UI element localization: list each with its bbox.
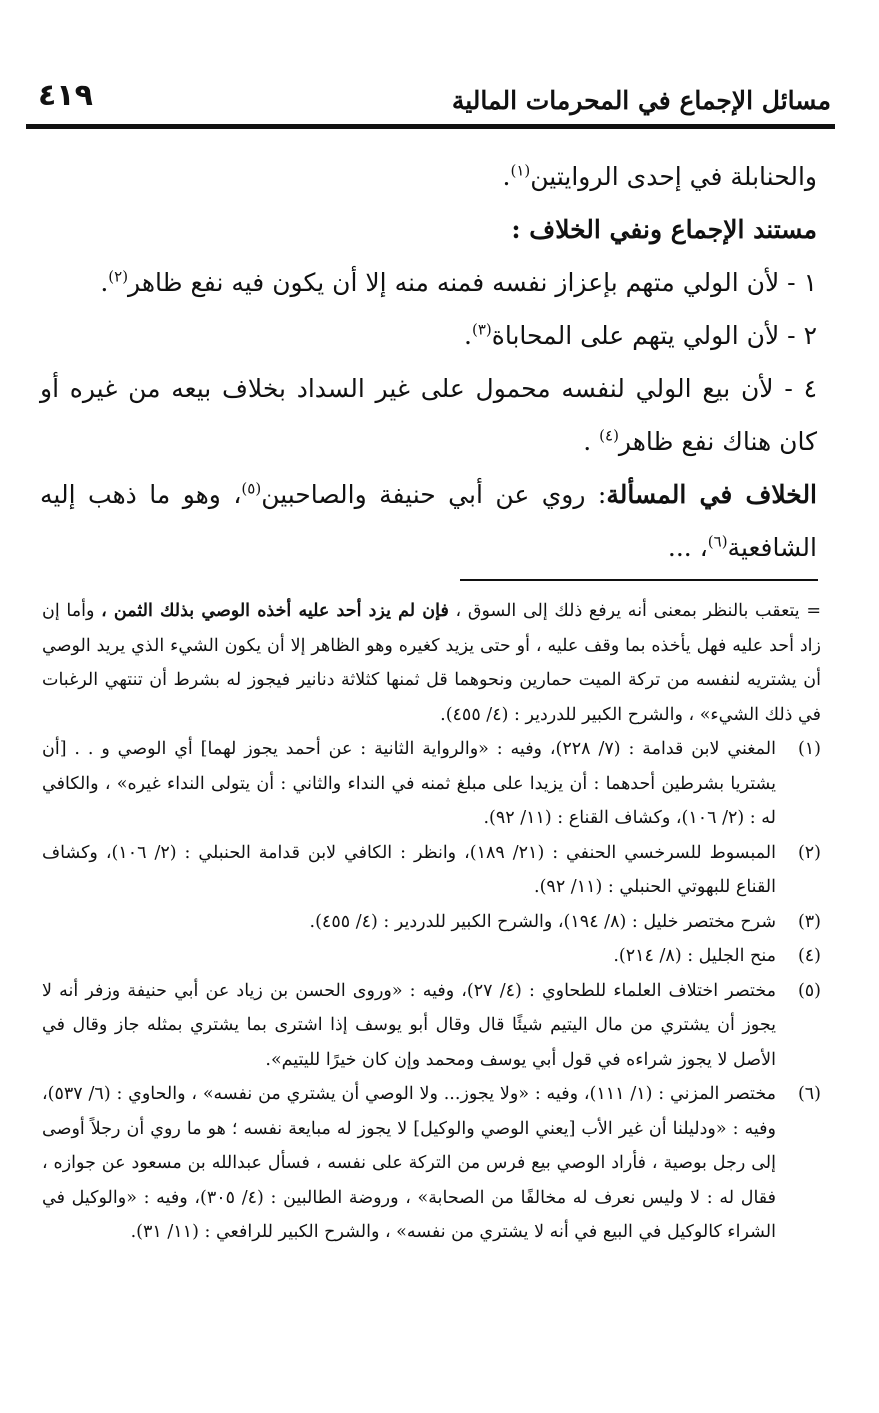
- reason-4-text: ٤ - لأن بيع الولي لنفسه محمول على غير السداد بخلاف بيعه من غيره أو كان هناك نفع ظاهر: [40, 374, 817, 456]
- khilaf-text-2: ، وهو ما ذهب إليه الشافعية: [40, 480, 817, 562]
- footnote-1: [42, 732, 821, 836]
- reason-2-text: ٢ - لأن الولي يتهم على المحاباة: [491, 321, 817, 350]
- reason-4: ٤ - لأن بيع الولي لنفسه محمول على غير السداد بخلاف بيعه من غيره أو كان هناك نفع ظاهر$^{(٤)}$ .: [40, 374, 817, 456]
- continuation-prefix: = يتعقب بالنظر بمعنى أنه يرفع ذلك إلى السوق ،: [455, 601, 821, 621]
- reason-2: ٢ - لأن الولي يتهم على المحاباة$^{(٣)}$.: [464, 320, 817, 350]
- footnote-2: [42, 836, 821, 905]
- footnote-number: (١): [797, 739, 821, 759]
- footnote-text: المغني لابن قدامة : (٧/ ٢٢٨)، وفيه : «والرواية الثانية : عن أحمد يجوز لهما] أي الوصي و . . [أن يشتريا بشرطين أحدهما : أن يزيدا على مبلغ ثمنه في النداء والثاني : أن يتولى النداء غيره» ، والكافي له : (٢/ ١٠٦)، وكشاف القناع : (١١/ ٩٢).: [42, 739, 776, 828]
- footnote-number: (٦): [797, 1084, 821, 1104]
- page-number: ٤١٩: [38, 78, 93, 113]
- footnote-ref-5: (٥): [241, 479, 262, 498]
- footnote-5: [42, 974, 821, 1078]
- header-rule: [26, 124, 835, 129]
- footnotes: [42, 594, 821, 1250]
- footnote-text: مختصر اختلاف العلماء للطحاوي : (٤/ ٢٧)، وفيه : «وروى الحسن بن زياد عن أبي حنيفة وزفر أنه لا يجوز أن يشتري من مال اليتيم شيئًا قال وقال أبو يوسف إذا اشترى بما يشتري بمثله جاز وقال في الأصل لا يجوز شراءه في قول أبي يوسف ومحمد وإن كان خيرًا لليتيم».: [42, 980, 776, 1070]
- footnote-ref-4: (٤): [599, 426, 619, 445]
- khilaf-label: الخلاف في المسألة: [606, 480, 818, 509]
- intro-text: والحنابلة في إحدى الروايتين: [530, 162, 817, 191]
- footnote-text: المبسوط للسرخسي الحنفي : (٢١/ ١٨٩)، وانظر : الكافي لابن قدامة الحنبلي : (٢/ ١٠٦)، وكشاف القناع للبهوتي الحنبلي : (١١/ ٩٢).: [42, 842, 777, 897]
- page-header: [28, 78, 831, 122]
- running-title: مسائل الإجماع في المحرمات المالية: [451, 86, 831, 115]
- section-heading: مستند الإجماع ونفي الخلاف :: [511, 215, 817, 244]
- footnote-number: (٣): [797, 911, 821, 932]
- footnote-ref-2: (٢): [108, 267, 129, 286]
- footnote-ref-3: (٣): [471, 320, 492, 339]
- footnote-number: (٢): [797, 842, 821, 863]
- main-text: [40, 150, 817, 574]
- footnote-continuation: [42, 594, 821, 732]
- paragraph-intro: والحنابلة في إحدى الروايتين$^{(١)}$.: [502, 161, 817, 191]
- footnote-text: منح الجليل : (٨/ ٢١٤).: [613, 946, 776, 966]
- khilaf-ellipsis: ، ...: [667, 533, 708, 562]
- footnote-6: [42, 1077, 821, 1250]
- footnote-rule: [460, 579, 818, 581]
- reason-1: ١ - لأن الولي متهم بإعزاز نفسه فمنه منه إلا أن يكون فيه نفع ظاهر$^{(٢)}$.: [100, 267, 817, 297]
- continuation-bold: فإن لم يزد أحد عليه أخذه الوصي بذلك الثمن ،: [101, 601, 449, 621]
- footnote-number: (٥): [797, 980, 821, 1001]
- khilaf-paragraph: [40, 468, 817, 574]
- footnote-4: [42, 939, 821, 974]
- footnote-number: (٤): [797, 946, 821, 966]
- khilaf-text-1: : روي عن أبي حنيفة والصاحبين: [261, 480, 607, 509]
- footnote-text: مختصر المزني : (١/ ١١١)، وفيه : «ولا يجوز... ولا الوصي أن يشتري من نفسه» ، والحاوي : (٦/ ٥٣٧)، وفيه : «ودليلنا أن غير الأب [يعني الوصي والوكيل] لا يجوز له مبايعة نفسه ؛ هو ما روي أن رجلاً أوصى إلى رجل بوصية ، فأراد الوصي بيع فرس من التركة على نفسه ، فسأل عبدالله بن مسعود عن جوازه ، فقال له : لا وليس نعرف له مخالفًا من الصحابة» ، وروضة الطالبين : (٤/ ٣٠٥)، وفيه : «والوكيل في الشراء كالوكيل في البيع في أنه لا يشتري من نفسه» ، والشرح الكبير للرافعي : (١١/ ٣١).: [42, 1084, 776, 1242]
- continuation-rest: وأما إن زاد أحد عليه فهل يأخذه بما وقف عليه ، أو حتى يزيد كغيره وهو الظاهر إلا أن يكون الشيء الذي يريد الوصي أن يشتريه لنفسه من تركة الميت حمارين ونحوهما قل ثمنها كثلاثة دنانير فيجوز له بشرط أن تنتهي الرغبات في ذلك الشيء» ، والشرح الكبير للدردير : (٤/ ٤٥٥).: [42, 601, 821, 725]
- reason-1-text: ١ - لأن الولي متهم بإعزاز نفسه فمنه منه إلا أن يكون فيه نفع ظاهر: [128, 268, 817, 297]
- footnote-ref-1: (١): [510, 161, 531, 180]
- footnote-text: شرح مختصر خليل : (٨/ ١٩٤)، والشرح الكبير للدردير : (٤/ ٤٥٥).: [309, 911, 776, 932]
- footnote-ref-6: (٦): [707, 532, 728, 551]
- footnote-3: [42, 905, 821, 940]
